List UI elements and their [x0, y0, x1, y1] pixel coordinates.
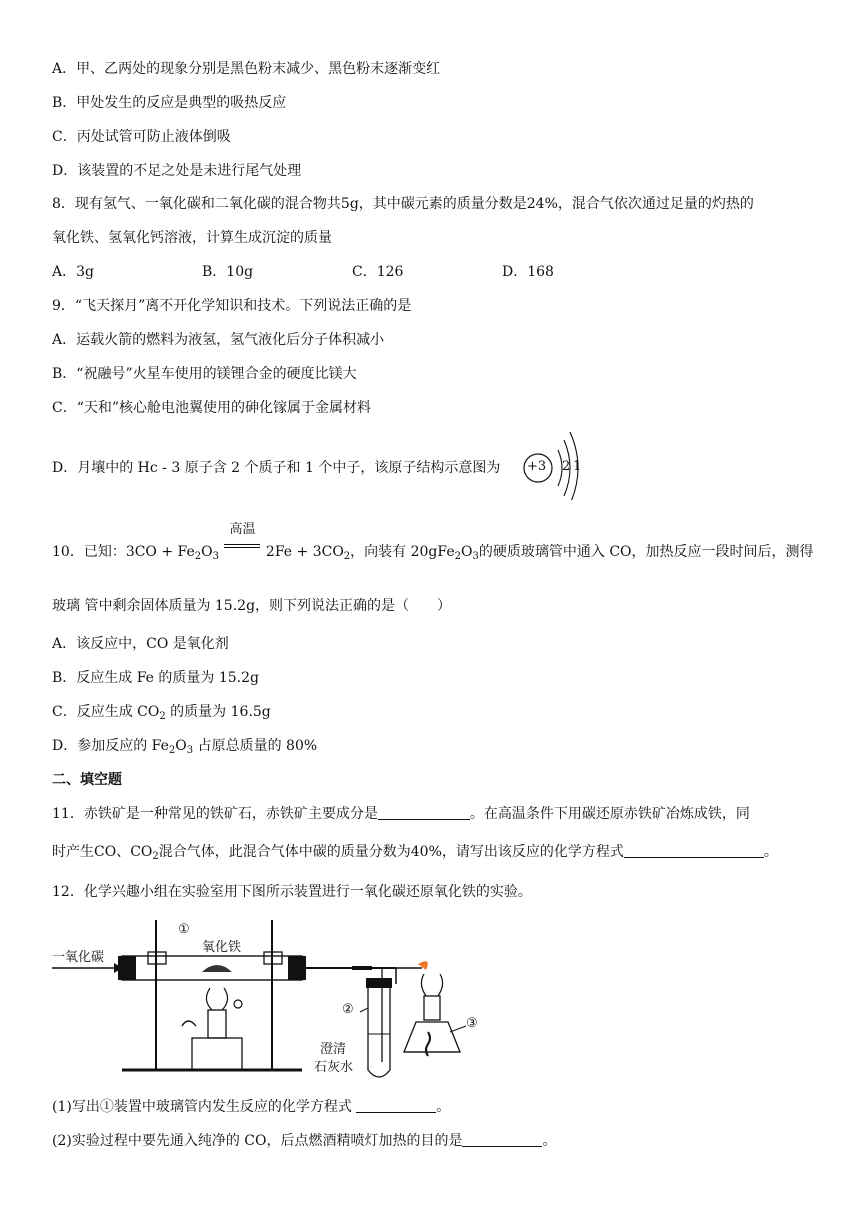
q12-sub1: (1)写出①装置中玻璃管内发生反应的化学方程式 。	[52, 1099, 451, 1115]
reaction-condition-arrow	[223, 522, 261, 558]
q11-line2: 时产生CO、$CO_2$混合气体，此混合气体中碳的质量分数为40%，请写出该反应的化学方程式 。	[52, 844, 778, 862]
q8-option-a: A．3g	[52, 264, 94, 280]
fig-mark-1: ①	[178, 922, 190, 937]
q7-option-c: C．丙处试管可防止液体倒吸	[52, 129, 231, 145]
fig-label-carbon-monoxide: 一氧化碳	[52, 950, 105, 965]
atom-structure-diagram	[520, 428, 590, 500]
q7-option-b: B．甲处发生的反应是典型的吸热反应	[52, 95, 287, 111]
q10-option-b: B．反应生成 Fe 的质量为 15.2g	[52, 670, 260, 686]
q9-option-b: B．“祝融号”火星车使用的镁锂合金的硬度比镁大	[52, 366, 357, 382]
q9-option-c: C．“天和”核心舱电池翼使用的砷化镓属于金属材料	[52, 400, 372, 416]
atom-shell-1-count: 2	[562, 459, 571, 474]
q9-stem: 9．“飞天探月”离不开化学知识和技术。下列说法正确的是	[52, 298, 412, 314]
q11-line1: 11．赤铁矿是一种常见的铁矿石，赤铁矿主要成分是 。在高温条件下用碳还原赤铁矿冶炼成铁，同	[52, 806, 750, 822]
fig-label-limewater-2: 石灰水	[314, 1060, 354, 1075]
fig-label-limewater-1: 澄清	[320, 1042, 347, 1057]
q8-option-c: C．126	[352, 264, 404, 280]
q10-stem-line1: 10．已知：$3CO + Fe_2O_3$ 高温 $2Fe + 3CO_2$，向装有 $20gFe_2O_3$的硬质玻璃管中通入 CO，加热反应一段时间后，测得	[52, 522, 814, 562]
q7-option-a: A．甲、乙两处的现象分别是黑色粉末减少、黑色粉末逐渐变红	[52, 61, 441, 77]
q11-answer-blank-2[interactable]	[624, 843, 764, 858]
atom-nucleus-charge: +3	[527, 459, 547, 474]
q7-option-d: D．该装置的不足之处是未进行尾气处理	[52, 163, 302, 179]
q8-option-b: B．10g	[202, 264, 254, 280]
q10-option-a: A．该反应中，CO 是氧化剂	[52, 636, 229, 652]
section-heading: 二、填空题	[52, 772, 122, 788]
q9-option-d: D．月壤中的 Hc - 3 原子含 2 个质子和 1 个中子，该原子结构示意图为	[52, 460, 501, 476]
fig-label-iron-oxide: 氧化铁	[202, 940, 242, 955]
q10-option-d: D．参加反应的 $Fe_2O_3$ 占原总质量的 80%	[52, 738, 318, 756]
q8-stem-line1: 8．现有氢气、一氧化碳和二氧化碳的混合物共5g，其中碳元素的质量分数是24%，混合气依次通过足量的灼热的	[52, 196, 754, 212]
q12-sub2: (2)实验过程中要先通入纯净的 CO，后点燃酒精喷灯加热的目的是 。	[52, 1133, 557, 1149]
q8-stem-line2: 氧化铁、氢氧化钙溶液，计算生成沉淀的质量	[52, 230, 332, 246]
q10-stem-line2: 玻璃 管中剩余固体质量为 15.2g，则下列说法正确的是（ ）	[52, 598, 452, 614]
q9-option-a: A．运载火箭的燃料为液氢，氢气液化后分子体积减小	[52, 332, 385, 348]
fig-mark-2: ②	[342, 1002, 354, 1017]
reaction-condition: 高温	[229, 522, 256, 537]
q12-answer-blank-2[interactable]	[462, 1132, 542, 1147]
q11-answer-blank-1[interactable]	[378, 805, 470, 820]
q12-answer-blank-1[interactable]	[356, 1098, 436, 1113]
co-reduction-apparatus-figure	[52, 912, 482, 1088]
q12-stem: 12．化学兴趣小组在实验室用下图所示装置进行一氧化碳还原氧化铁的实验。	[52, 884, 532, 900]
q8-option-d: D．168	[502, 264, 554, 280]
atom-shell-2-count: 1	[573, 459, 582, 474]
q10-option-c: C．反应生成 $CO_2$ 的质量为 16.5g	[52, 704, 271, 722]
fig-mark-3: ③	[466, 1016, 478, 1031]
